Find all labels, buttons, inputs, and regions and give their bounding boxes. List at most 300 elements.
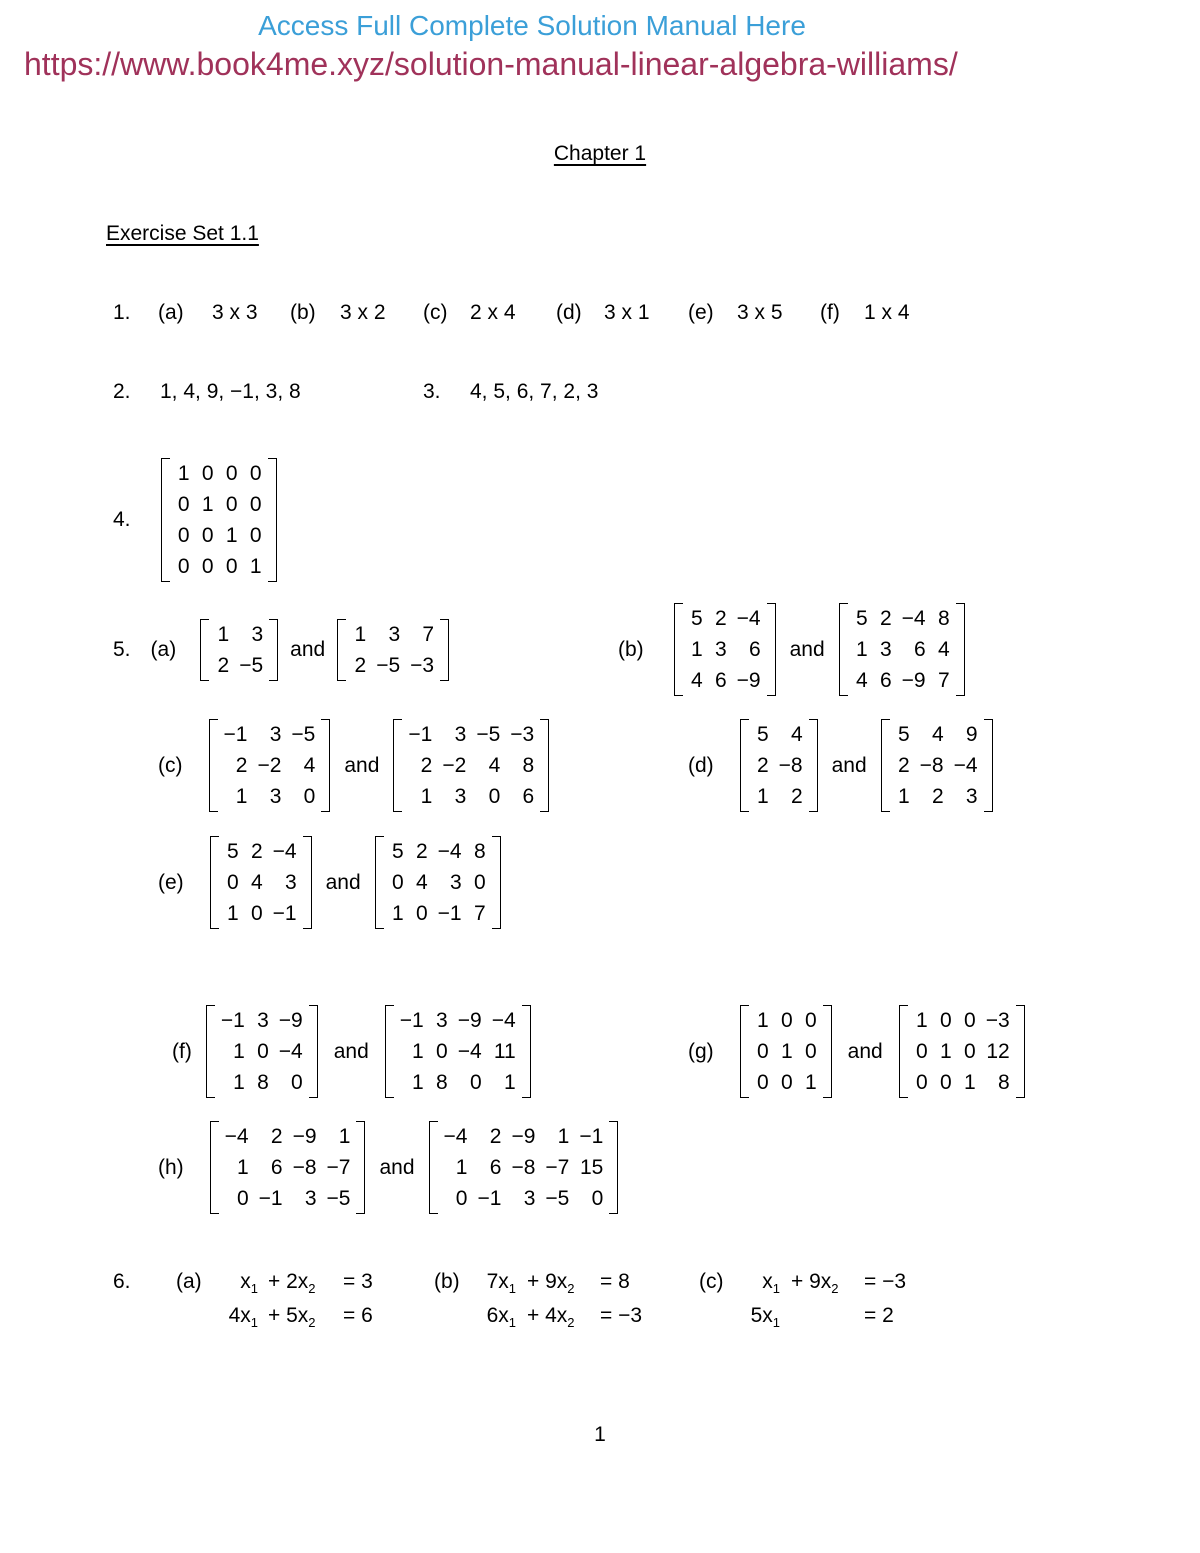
ex5-h-coeff-matrix-cell: −1 [258, 1187, 283, 1210]
ex5-e-coeff-matrix-cell: 0 [250, 902, 263, 925]
ex5-g-augmented-matrix-cell: 0 [916, 1040, 928, 1063]
right-bracket [522, 1005, 531, 1098]
ex5-h-coeff-matrix-cell: −5 [326, 1187, 351, 1210]
matrix-cells [438, 1121, 610, 1214]
left-bracket [899, 1005, 908, 1098]
ex5-g-augmented-matrix-cell: 0 [940, 1071, 952, 1094]
ex5-f-augmented-matrix-cell: 1 [412, 1040, 424, 1063]
ex5-b-augmented-matrix-cell: −4 [901, 607, 926, 630]
ex5-d-coeff-matrix-cell: −8 [778, 754, 803, 777]
ex5-e-augmented-matrix-cell: 0 [415, 902, 428, 925]
ex6-c-eq1-term1: $x_1$ [762, 1270, 780, 1297]
ex5-e-augmented-matrix-cell: 5 [391, 840, 404, 863]
ex1-part-c-label: (c) [423, 301, 448, 324]
ex5-a-label: (a) [150, 638, 177, 661]
ex5-g-augmented-matrix-cell: 1 [964, 1071, 976, 1094]
ex5-e-augmented-matrix-cell: 0 [391, 871, 404, 894]
ex5-e-augmented-matrix-cell: −4 [437, 840, 462, 863]
ex5-d-row [688, 719, 993, 812]
ex5-h-augmented-matrix-cell: 1 [557, 1125, 570, 1148]
ex5-g-augmented-matrix-cell: 0 [964, 1009, 976, 1032]
ex5-c-augmented-matrix-cell: 2 [420, 754, 433, 777]
matrix-cells [346, 619, 440, 681]
ex4-matrix-cell: 0 [201, 555, 214, 578]
ex5-h-coeff-matrix-cell: 6 [270, 1156, 283, 1179]
ex5-h-row [158, 1121, 618, 1214]
ex5-b-coeff-matrix-cell: 6 [714, 669, 727, 692]
ex3-number: 3. [423, 380, 441, 403]
ex5-d-augmented-matrix-cell: −4 [953, 754, 978, 777]
left-bracket [375, 836, 384, 929]
matrix-cells [219, 1121, 357, 1214]
ex5-g-augmented-matrix-cell: 0 [964, 1040, 976, 1063]
left-bracket [209, 719, 218, 812]
ex5-e-augmented-matrix-cell: 1 [391, 902, 404, 925]
matrix-cells [890, 719, 984, 812]
right-bracket [823, 1005, 832, 1098]
ex5-f-augmented-matrix-cell: 8 [436, 1071, 448, 1094]
right-bracket [492, 836, 501, 929]
right-bracket [356, 1121, 365, 1214]
ex4-matrix-cell: 1 [249, 555, 262, 578]
ex5-c-coeff-matrix-cell: 3 [269, 723, 282, 746]
ex5-a-row [113, 619, 449, 681]
left-bracket [210, 1121, 219, 1214]
ex5-h-augmented-matrix-cell: 1 [455, 1156, 468, 1179]
right-bracket [321, 719, 330, 812]
ex5-g-augmented-matrix-cell: 0 [916, 1071, 928, 1094]
ex4-matrix-cell: 0 [225, 462, 238, 485]
ex5-d-augmented-matrix-cell: 3 [965, 785, 978, 808]
ex5-c-coeff-matrix-cell: −1 [223, 723, 248, 746]
ex5-c-augmented-matrix-cell: 8 [522, 754, 535, 777]
page-number: 1 [594, 1423, 606, 1446]
ex5-d-coeff-matrix-cell: 2 [756, 754, 769, 777]
ex5-e-augmented-matrix-cell: 3 [449, 871, 462, 894]
ex5-c-augmented-matrix-cell: 3 [454, 785, 467, 808]
matrix-cells [218, 719, 322, 812]
ex5-e-coeff-matrix-cell: 4 [250, 871, 263, 894]
ex4-matrix-cell: 1 [201, 493, 214, 516]
ex5-f-and: and [333, 1039, 369, 1063]
left-bracket [674, 603, 683, 696]
ex5-e-augmented-matrix-cell: 7 [473, 902, 486, 925]
ex5-e-coeff-matrix-cell: −1 [272, 902, 297, 925]
ex5-b-coeff-matrix [674, 603, 776, 696]
ex5-f-augmented-matrix-cell: 0 [470, 1071, 482, 1094]
ex5-b-coeff-matrix-cell: 4 [690, 669, 703, 692]
ex5-b-augmented-matrix-cell: 3 [879, 638, 892, 661]
right-bracket [540, 719, 549, 812]
ex6-a-eq1-rhs: = 3 [343, 1270, 373, 1293]
ex4-matrix-cell: 0 [249, 462, 262, 485]
right-bracket [269, 619, 278, 681]
ex6-b-eq2-term2: + $4x_2$ [527, 1304, 575, 1331]
ex5-h-coeff-matrix-cell: −9 [292, 1125, 317, 1148]
ex4-matrix-cell: 0 [225, 493, 238, 516]
ex5-c-augmented-matrix-cell: 0 [488, 785, 501, 808]
ex5-f-coeff-matrix-cell: 1 [233, 1071, 245, 1094]
ex5-f-augmented-matrix-cell: −1 [399, 1009, 424, 1032]
ex5-h-augmented-matrix-cell: −9 [511, 1125, 536, 1148]
left-bracket [881, 719, 890, 812]
ex5-b-coeff-matrix-cell: −4 [736, 607, 761, 630]
ex5-g-coeff-matrix [740, 1005, 832, 1098]
ex5-e-coeff-matrix-cell: 3 [284, 871, 297, 894]
ex1-part-a-value: 3 x 3 [212, 301, 258, 324]
ex5-c-coeff-matrix-cell: 2 [235, 754, 248, 777]
right-bracket [609, 1121, 618, 1214]
left-bracket [206, 1005, 215, 1098]
ex4-matrix-cell: 0 [249, 524, 262, 547]
ex4-matrix-cell: 1 [225, 524, 238, 547]
ex5-b-augmented-matrix-cell: 7 [937, 669, 950, 692]
ex5-h-augmented-matrix-cell: 2 [489, 1125, 502, 1148]
ex5-h-coeff-matrix-cell: 2 [270, 1125, 283, 1148]
right-bracket [956, 603, 965, 696]
ex5-g-augmented-matrix-cell: 8 [997, 1071, 1010, 1094]
ex5-a-augmented-matrix [337, 619, 449, 681]
ex5-g-augmented-matrix-cell: −3 [985, 1009, 1010, 1032]
ex5-g-coeff-matrix-cell: 0 [756, 1040, 769, 1063]
ex5-d-augmented-matrix-cell: 2 [897, 754, 910, 777]
ex5-a-coeff-matrix-cell: 2 [217, 654, 230, 677]
ex1-number: 1. [113, 301, 131, 324]
ex5-g-coeff-matrix-cell: 1 [756, 1009, 769, 1032]
ex4-matrix-cell: 0 [177, 555, 190, 578]
matrix-cells [215, 1005, 309, 1098]
ex5-c-coeff-matrix-cell: 3 [269, 785, 282, 808]
ex5-d-augmented-matrix [881, 719, 993, 812]
left-bracket [740, 719, 749, 812]
ex6-b-label: (b) [434, 1270, 460, 1293]
ex5-b-augmented-matrix-cell: −9 [901, 669, 926, 692]
left-bracket [839, 603, 848, 696]
left-bracket [385, 1005, 394, 1098]
ex5-b-augmented-matrix-cell: 4 [937, 638, 950, 661]
ex5-b-coeff-matrix-cell: −9 [736, 669, 761, 692]
ex6-a-eq2-term2: + $5x_2$ [268, 1304, 316, 1331]
ex1-part-f-label: (f) [820, 301, 840, 324]
ex5-f-coeff-matrix-cell: −1 [220, 1009, 245, 1032]
left-bracket [210, 836, 219, 929]
ex6-a-eq2-rhs: = 6 [343, 1304, 373, 1327]
ex4-matrix-cell: 0 [225, 555, 238, 578]
ex5-h-augmented-matrix-cell: −1 [477, 1187, 502, 1210]
right-bracket [984, 719, 993, 812]
ex5-f-augmented-matrix-cell: −4 [457, 1040, 482, 1063]
ex1-part-e-value: 3 x 5 [737, 301, 783, 324]
ex6-a-eq2-term1: $4x_1$ [228, 1304, 258, 1331]
ex5-f-augmented-matrix-cell: 11 [493, 1040, 516, 1063]
ex5-a-augmented-matrix-cell: −5 [376, 654, 401, 677]
ex5-h-augmented-matrix-cell: 15 [579, 1156, 604, 1179]
ex5-g-and: and [847, 1039, 883, 1063]
ex5-d-coeff-matrix [740, 719, 818, 812]
ex6-c-eq2-term1: $5x_1$ [750, 1304, 780, 1331]
right-bracket [268, 458, 277, 582]
matrix-cells [908, 1005, 1016, 1098]
ex5-e-coeff-matrix-cell: −4 [272, 840, 297, 863]
ex5-b-coeff-matrix-cell: 5 [690, 607, 703, 630]
ex4-matrix-cell: 1 [177, 462, 190, 485]
ex5-c-augmented-matrix-cell: −3 [510, 723, 535, 746]
ex5-d-coeff-matrix-cell: 2 [790, 785, 803, 808]
ex5-f-augmented-matrix-cell: −9 [457, 1009, 482, 1032]
ex5-g-coeff-matrix-cell: 0 [780, 1009, 793, 1032]
ex5-e-augmented-matrix-cell: 0 [473, 871, 486, 894]
ex5-f-coeff-matrix-cell: −9 [278, 1009, 303, 1032]
ex5-a-coeff-matrix-cell: −5 [239, 654, 264, 677]
ex5-c-augmented-matrix-cell: 3 [454, 723, 467, 746]
ex1-part-d-value: 3 x 1 [604, 301, 650, 324]
ex5-h-coeff-matrix [210, 1121, 366, 1214]
ex6-number: 6. [113, 1270, 131, 1293]
ex5-a-augmented-matrix-cell: 2 [354, 654, 367, 677]
ex5-b-augmented-matrix-cell: 6 [913, 638, 926, 661]
ex6-b-eq1-rhs: = 8 [600, 1270, 630, 1293]
right-bracket [767, 603, 776, 696]
ex5-f-coeff-matrix-cell: 1 [233, 1040, 245, 1063]
ex5-b-augmented-matrix-cell: 5 [855, 607, 868, 630]
ex5-e-and: and [325, 870, 361, 894]
ex5-d-augmented-matrix-cell: 9 [965, 723, 978, 746]
ex5-f-augmented-matrix-cell: 0 [436, 1040, 448, 1063]
ex5-h-augmented-matrix-cell: 0 [455, 1187, 468, 1210]
ex6-b-eq1-term2: + $9x_2$ [527, 1270, 575, 1297]
ex5-d-coeff-matrix-cell: 1 [756, 785, 769, 808]
ex5-c-coeff-matrix [209, 719, 331, 812]
ex5-b-augmented-matrix-cell: 4 [855, 669, 868, 692]
banner-url-link[interactable]: https://www.book4me.xyz/solution-manual-linear-algebra-williams/ [24, 46, 958, 82]
ex5-a-and: and [290, 638, 326, 661]
ex5-d-label: (d) [688, 753, 714, 777]
ex5-h-augmented-matrix-cell: −4 [443, 1125, 468, 1148]
ex5-h-augmented-matrix-cell: −1 [579, 1125, 604, 1148]
ex5-g-coeff-matrix-cell: 1 [780, 1040, 793, 1063]
ex5-f-coeff-matrix-cell: 0 [257, 1040, 269, 1063]
ex1-part-a-label: (a) [158, 301, 184, 324]
matrix-cells [170, 458, 268, 582]
ex5-b-coeff-matrix-cell: 2 [714, 607, 727, 630]
ex5-f-augmented-matrix-cell: 3 [436, 1009, 448, 1032]
ex6-c-eq1-rhs: = −3 [864, 1270, 907, 1293]
ex5-b-and: and [789, 637, 825, 661]
ex5-b-coeff-matrix-cell: 1 [690, 638, 703, 661]
ex5-h-augmented-matrix-cell: −8 [511, 1156, 536, 1179]
ex5-a-coeff-matrix-cell: 3 [251, 623, 264, 646]
ex5-d-coeff-matrix-cell: 4 [790, 723, 803, 746]
ex5-a-augmented-matrix-cell: −3 [410, 654, 435, 677]
ex1-part-d-label: (d) [556, 301, 582, 324]
matrix-cells [749, 719, 809, 812]
ex5-f-augmented-matrix [385, 1005, 531, 1098]
ex4-row [113, 458, 277, 582]
ex5-b-augmented-matrix-cell: 8 [937, 607, 950, 630]
ex5-h-coeff-matrix-cell: −8 [292, 1156, 317, 1179]
left-bracket [429, 1121, 438, 1214]
left-bracket [393, 719, 402, 812]
ex5-c-augmented-matrix-cell: −2 [442, 754, 467, 777]
ex5-h-label: (h) [158, 1155, 184, 1179]
ex5-f-augmented-matrix-cell: 1 [503, 1071, 516, 1094]
ex5-f-coeff-matrix-cell: 0 [291, 1071, 303, 1094]
ex4-matrix-cell: 0 [177, 524, 190, 547]
right-bracket [309, 1005, 318, 1098]
ex5-h-augmented-matrix-cell: 0 [591, 1187, 604, 1210]
ex5-d-augmented-matrix-cell: 2 [931, 785, 944, 808]
ex5-h-augmented-matrix-cell: −5 [545, 1187, 570, 1210]
ex1-part-e-label: (e) [688, 301, 714, 324]
ex5-e-label: (e) [158, 870, 184, 894]
ex5-c-coeff-matrix-cell: 1 [235, 785, 248, 808]
left-bracket [740, 1005, 749, 1098]
ex6-b-eq2-rhs: = −3 [600, 1304, 643, 1327]
ex5-c-augmented-matrix-cell: −1 [408, 723, 433, 746]
ex5-b-coeff-matrix-cell: 3 [714, 638, 727, 661]
ex5-e-augmented-matrix [375, 836, 501, 929]
ex3-answer: 4, 5, 6, 7, 2, 3 [470, 380, 599, 403]
banner-title: Access Full Complete Solution Manual Here [258, 10, 806, 41]
matrix-cells [402, 719, 540, 812]
left-bracket [337, 619, 346, 681]
ex5-b-augmented-matrix-cell: 2 [879, 607, 892, 630]
section-title: Exercise Set 1.1 [106, 222, 259, 245]
matrix-cells [219, 836, 303, 929]
ex5-h-coeff-matrix-cell: 1 [236, 1156, 249, 1179]
ex5-e-coeff-matrix-cell: 1 [226, 902, 239, 925]
ex4-matrix-cell: 0 [177, 493, 190, 516]
ex5-d-and: and [831, 753, 867, 777]
ex5-f-row [172, 1005, 531, 1098]
ex5-c-and: and [344, 753, 380, 777]
ex5-c-label: (c) [158, 753, 183, 777]
ex5-h-coeff-matrix-cell: 3 [304, 1187, 317, 1210]
ex5-c-coeff-matrix-cell: 4 [303, 754, 316, 777]
ex4-number: 4. [113, 508, 131, 531]
ex5-c-augmented-matrix-cell: 4 [488, 754, 501, 777]
ex5-e-coeff-matrix-cell: 2 [250, 840, 263, 863]
ex1-part-b-label: (b) [290, 301, 316, 324]
right-bracket [1016, 1005, 1025, 1098]
ex5-g-label: (g) [688, 1039, 714, 1063]
ex5-g-row [688, 1005, 1025, 1098]
ex5-h-augmented-matrix-cell: 6 [489, 1156, 502, 1179]
ex5-g-coeff-matrix-cell: 0 [804, 1009, 817, 1032]
ex5-f-label: (f) [172, 1039, 192, 1063]
matrix-cells [209, 619, 269, 681]
ex5-h-augmented-matrix-cell: −7 [545, 1156, 570, 1179]
ex5-f-augmented-matrix-cell: 1 [412, 1071, 424, 1094]
ex5-b-augmented-matrix [839, 603, 965, 696]
ex6-c-label: (c) [699, 1270, 724, 1293]
ex5-a-augmented-matrix-cell: 3 [388, 623, 401, 646]
ex5-d-augmented-matrix-cell: −8 [919, 754, 944, 777]
right-bracket [303, 836, 312, 929]
chapter-title: Chapter 1 [553, 142, 647, 165]
ex6-a-label: (a) [176, 1270, 202, 1293]
matrix-cells [384, 836, 492, 929]
ex5-f-coeff-matrix-cell: 8 [257, 1071, 269, 1094]
ex5-h-and: and [379, 1155, 415, 1179]
ex5-h-coeff-matrix-cell: 1 [338, 1125, 351, 1148]
ex5-d-augmented-matrix-cell: 5 [897, 723, 910, 746]
ex2-number: 2. [113, 380, 131, 403]
ex5-g-augmented-matrix-cell: 0 [940, 1009, 952, 1032]
ex5-f-augmented-matrix-cell: −4 [491, 1009, 516, 1032]
ex5-g-coeff-matrix-cell: 0 [804, 1040, 817, 1063]
ex6-c-eq1-term2: + $9x_2$ [791, 1270, 839, 1297]
ex5-e-augmented-matrix-cell: 2 [415, 840, 428, 863]
ex5-g-coeff-matrix-cell: 0 [756, 1071, 769, 1094]
ex1-part-c-value: 2 x 4 [470, 301, 516, 324]
ex6-b-eq1-term1: $7x_1$ [486, 1270, 516, 1297]
ex5-e-augmented-matrix-cell: 4 [415, 871, 428, 894]
matrix-cells [848, 603, 956, 696]
ex4-matrix-cell: 0 [201, 462, 214, 485]
ex5-number: 5. [113, 638, 131, 661]
ex6-b-eq2-term1: $6x_1$ [486, 1304, 516, 1331]
ex5-a-augmented-matrix-cell: 1 [354, 623, 367, 646]
ex5-e-coeff-matrix-cell: 0 [226, 871, 239, 894]
ex2-answer: 1, 4, 9, −1, 3, 8 [160, 380, 301, 403]
ex5-a-augmented-matrix-cell: 7 [422, 623, 435, 646]
ex4-matrix [161, 458, 277, 582]
ex5-b-coeff-matrix-cell: 6 [748, 638, 761, 661]
ex5-c-coeff-matrix-cell: −5 [291, 723, 316, 746]
ex5-c-augmented-matrix-cell: −5 [476, 723, 501, 746]
ex5-d-coeff-matrix-cell: 5 [756, 723, 769, 746]
ex5-g-augmented-matrix-cell: 1 [940, 1040, 952, 1063]
ex5-b-augmented-matrix-cell: 1 [855, 638, 868, 661]
ex5-b-label: (b) [618, 637, 644, 661]
matrix-cells [683, 603, 767, 696]
ex5-d-augmented-matrix-cell: 1 [897, 785, 910, 808]
ex4-matrix-cell: 0 [201, 524, 214, 547]
ex5-f-coeff-matrix-cell: −4 [278, 1040, 303, 1063]
ex5-c-augmented-matrix-cell: 6 [522, 785, 535, 808]
ex5-h-coeff-matrix-cell: −4 [224, 1125, 249, 1148]
ex6-c-eq2-rhs: = 2 [864, 1304, 894, 1327]
ex6-a-eq1-term1: $x_1$ [240, 1270, 258, 1297]
ex5-e-row [158, 836, 501, 929]
ex5-c-coeff-matrix-cell: −2 [257, 754, 282, 777]
ex5-b-row [618, 603, 965, 696]
ex6-a-eq1-term2: + $2x_2$ [268, 1270, 316, 1297]
ex5-g-augmented-matrix-cell: 12 [986, 1040, 1010, 1063]
right-bracket [809, 719, 818, 812]
ex5-c-coeff-matrix-cell: 0 [303, 785, 316, 808]
ex5-h-augmented-matrix-cell: 3 [523, 1187, 536, 1210]
ex5-a-coeff-matrix-cell: 1 [217, 623, 230, 646]
ex5-g-augmented-matrix-cell: 1 [916, 1009, 928, 1032]
ex5-h-augmented-matrix [429, 1121, 619, 1214]
ex5-h-coeff-matrix-cell: −7 [326, 1156, 351, 1179]
matrix-cells [394, 1005, 522, 1098]
right-bracket [440, 619, 449, 681]
ex5-h-coeff-matrix-cell: 0 [236, 1187, 249, 1210]
ex1-part-f-value: 1 x 4 [864, 301, 910, 324]
ex5-g-coeff-matrix-cell: 1 [804, 1071, 817, 1094]
ex5-b-augmented-matrix-cell: 6 [879, 669, 892, 692]
ex5-f-coeff-matrix-cell: 3 [257, 1009, 269, 1032]
ex5-f-coeff-matrix [206, 1005, 318, 1098]
ex5-g-augmented-matrix [899, 1005, 1025, 1098]
ex5-d-augmented-matrix-cell: 4 [931, 723, 944, 746]
left-bracket [200, 619, 209, 681]
ex5-c-augmented-matrix-cell: 1 [420, 785, 433, 808]
ex5-e-coeff-matrix-cell: 5 [226, 840, 239, 863]
